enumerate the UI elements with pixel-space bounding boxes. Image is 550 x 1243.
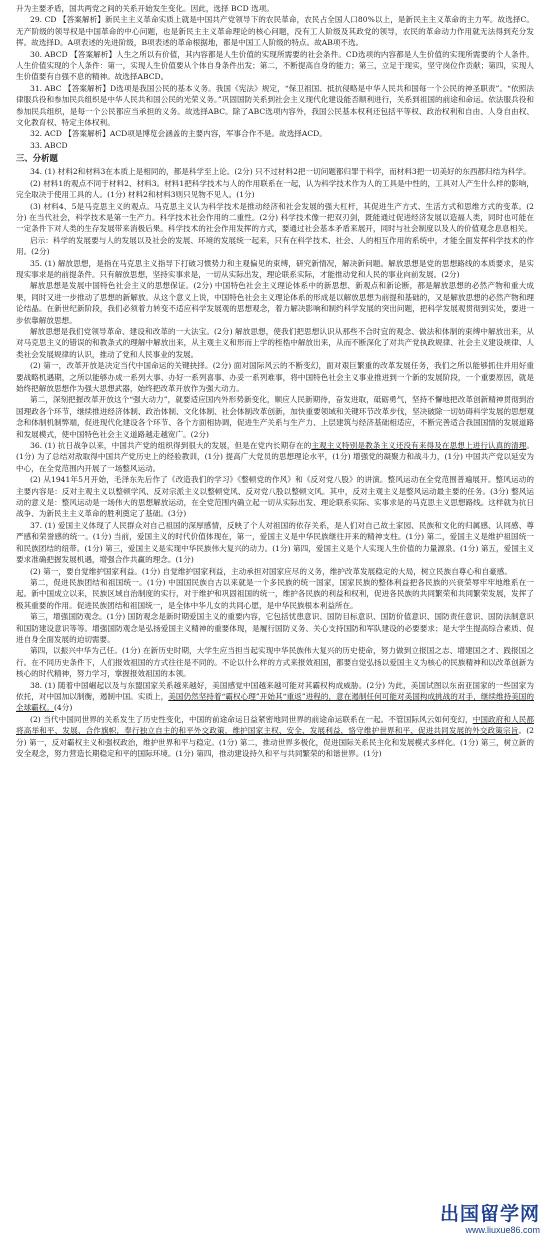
paragraph [16, 714, 534, 760]
paragraph: 30. ABCD 【答案解析】人生之所以有价值，其内容都是人生价值的实现所需要的社会条件。CD选项的内容都是人生价值的实现所需要的个人条件。人生价值实现的个人条件：第一，实现人生价值要从个体自身条件出发；第二，不断提高自身的能力；第三，立足于现实，坚守岗位作贡献；第四，实现人生价值要有自强不息的精神。故选择ABCD。 [16, 49, 534, 82]
paragraph: 35. (1) 解放思想，是指在马克思主义指导下打破习惯势力和主观偏见的束缚，研究新情况，解决新问题。解放思想是党的思想路线的本质要求，是实现实事求是的前提条件。只有解放思想，坚持实事求是，一切从实际出发，理论联系实际，才能推动党和人民的事业向前发展。(2分) [16, 258, 534, 279]
question-35 [16, 258, 534, 441]
paragraph: 启示：科学的发展要与人的发展以及社会的发展、环境的发展统一起来，只有在科学技术、社会、人的相互作用的系统中，才能全面发挥科学技术的作用。(2分) [16, 235, 534, 257]
underlined-key-point: 中国政府和人民都将高举和平、发展、合作旗帜，奉行独立自主的和平外交政策，维护国家主权、安全、发展利益，恪守维护世界和平、促进共同发展的外交政策宗旨 [16, 714, 534, 736]
watermark-url: www.liuxue86.com [465, 1225, 540, 1235]
site-watermark [436, 1202, 544, 1237]
underlined-key-point: 主观主义特别是教条主义还没有来得及在思想上进行认真的清理 [311, 441, 527, 451]
paragraph: 解放思想是发展中国特色社会主义的思想保证。(2分) 中国特色社会主义理论体系中的新思想、新观点和新论断，都是解放思想的必然产物和重大成果，同时又进一步推动了思想的新解放。从这个意义上说，中国特色社会主义理论体系的形成是以解放思想为前提和基础的，又是解放思想的必然产物和理论结晶。在新世纪新阶段，我们必须着力转变不适应科学发展观的思想观念，着力解决影响和制约科学发展的突出问题，把科学发展观贯彻到实处，要进一步依靠解放思想。 [16, 281, 534, 325]
paragraph: 34. (1) 材料2和材料3在本质上是相同的，都是科学至上论。(2分) 只不过材料2把一切问题都归罪于科学，而材料3把一切美好的东西都归结为科学。 [30, 167, 531, 177]
question-36 [16, 440, 534, 520]
paragraph: 29. CD 【答案解析】新民主主义革命实质上就是中国共产党领导下的农民革命，农民占全国人口80%以上，是新民主主义革命的主力军。故选择C。无产阶级的领导权是中国革命的中心问题，也是新民主主义革命理论的核心问题，没有工人阶级及其政党的领导，农民的革命动力作用就无法得到充分发挥。故选择D。A项表述的先进阶级，B项表述的革命根据地，都是中国工人阶级的特点。故AB项不选。 [16, 15, 534, 48]
paragraph: 第四，以振兴中华为己任。(1分) 在新历史时期，大学生应当担当起实现中华民族伟大复兴的历史使命，努力做到立报国之志、增建国之才、践报国之行。在不同历史条件下，人们报效祖国的方式往往是不同的。不论以什么样的方式来报效祖国，都要自觉弘扬以爱国主义为核心的民族精神和以改革创新为核心的时代精神，努力学习，掌握报效祖国的本领。 [16, 646, 534, 679]
text-segment: 38. (1) 随着中国崛起以及与东盟国家关系越来越好，美国感觉中国越来越可能对其霸权构成威胁。(2分) 为此，美国试图以东南亚国家的一些国家为依托，对中国加以制衡，遏制中国。实质上， [16, 680, 534, 701]
text-segment: (2) 当代中国同世界的关系发生了历史性变化，中国的前途命运日益紧密地同世界的前途命运联系在一起。不管国际风云如何变幻， [30, 714, 473, 724]
paragraph: (3) 材料4、5是马克思主义的观点。马克思主义认为科学技术是推动经济和社会发展的强大杠杆，其促进生产方式、生活方式和思维方式的变革。(2分) 在当代社会，科学技术是第一生产力。科学技术社会作用的二重性。(2分) 科学技术像一把双刃剑，既能通过促进经济发展以造福人类，同时也可能在一定条件下对人类的生存发展带来消极后果。科学技术的社会作用发挥的方式，要通过社会基本矛盾来展开，同时与社会制度以及人的价值观念息息相关。 [16, 201, 534, 234]
question-38 [16, 680, 534, 760]
paragraph: 37. (1) 爱国主义体现了人民群众对自己祖国的深厚感情，反映了个人对祖国的依存关系，是人们对自己故土家园、民族和文化的归属感、认同感、尊严感和荣誉感的统一。(1分) 当前，爱国主义的时代价值体现在，第一，爱国主义是中华民族继往开来的精神支柱。(1分) 第二，爱国主义是维护祖国统一和民族团结的纽带。(1分) 第三，爱国主义是实现中华民族伟大复兴的动力。(1分) 第四，爱国主义是个人实现人生价值的力量源泉。(1分) 第五，爱国主义要求准确把握发展机遇，增强合作共赢的理念。(1分) [16, 520, 534, 565]
paragraph: 解放思想是我们党领导革命、建设和改革的一大法宝。(2分) 解放思想，使我们把思想认识从那些不合时宜的观念、做法和体制的束缚中解放出来，从对马克思主义的错误的和教条式的理解中解放出来，从主观主义和形而上学的桎梏中解放出来，从而不断深化了对共产党执政规律、社会主义建设规律、人类社会发展规律的认识，推动了党和人民事业的发展。 [16, 326, 534, 359]
paragraph: 第二，深刻把握改革开放这个“强大动力”，就要适应国内外形势新变化，顺应人民新期待，奋发进取，砥砺勇气，坚持不懈地把改革创新精神贯彻到治国理政各个环节，继续推进经济体制、政治体制、文化体制、社会体制改革创新，加快重要领域和关键环节改革步伐，坚决破除一切妨碍科学发展的思想观念和体制机制弊端，促进现代化建设各个环节、各个方面相协调，促进生产关系与生产力、上层建筑与经济基础相适应，不断完善适合我国国情的发展道路和发展模式，使中国特色社会主义道路越走越宽广。(2分) [16, 395, 534, 439]
paragraph: (2) 第一，要自觉维护国家利益。(1分) 自觉维护国家利益，主动承担对国家应尽的义务，维护改革发展稳定的大局，树立民族自尊心和自豪感。 [30, 566, 512, 576]
mcq-answers [16, 3, 534, 151]
text-segment: (4分) [53, 703, 73, 713]
paragraph [16, 680, 534, 714]
paragraph: 升为主要矛盾，国共两党之间的关系开始发生变化。因此，选择 BCD 选项。 [16, 4, 274, 13]
paragraph [16, 474, 534, 520]
text-segment: (2) 从1941年5月开始，毛泽东先后作了《改造我们的学习》《整顿党的作风》和《反对党八股》的讲演。整风运动在全党范围普遍展开。整风运动的主要内容是：反对主观主义以整顿学风、反对宗派主义以整顿党风、反对党八股以整顿文风。其中，反对主观主义是整风运动最主要的任务。(3分) 整风运动的意义是：整风运动是一场伟大的思想解放运动，在全党范围内确立起一切从实际出发、理论联系实际、实事求是的马克思主义思想路线。这样就为抗日战争、为新民主主义革命的胜利奠定了基础。(3分) [16, 475, 534, 519]
question-37 [16, 520, 534, 680]
section-heading: 三、分析题 [16, 153, 58, 164]
underlined-key-point: 美国仍然坚持着“霸权心理”开始其“重返”进程的，意在遏制任何可能对美国构成挑战的对手，继续维持美国的全球霸权。 [16, 691, 534, 713]
text-segment: 36. (1) 抗日战争以来，中国共产党的组织得到很大的发展，但是在党内长期存在的 [30, 441, 312, 451]
text-segment: 。(2分) 第一，反对霸权主义和强权政治，维护世界和平与稳定。(1分) 第二，推动世界多极化，促进国际关系民主化和发展模式多样化。(1分) 第三，树立新的安全观念，努力营造长期稳定和平的国际环境。(1分) 第四，推动建设持久和平与共同繁荣的和谐世界。(1分) [16, 726, 534, 758]
paragraph: 33. ABCD [30, 140, 68, 150]
text-segment: 。(1分) 为了总结对敌取得中国共产党历史上的经验教训，(1分) 提高广大党员的思想理论水平，(1分) 增强党的凝聚力和战斗力，(1分) 中国共产党以延安为中心，在全党范围内开展了一场整风运动。 [16, 441, 534, 473]
paragraph: 32. ACD 【答案解析】ACD项是博览会涵盖的主要内容，军事合作不是。故选择ACD。 [30, 129, 327, 139]
paragraph: (2) 第一，改革开放是决定当代中国命运的关键抉择。(2分) 面对国际风云的不断变幻，面对艰巨繁重的改革发展任务，我们之所以能够抓住并用好重要战略机遇期，之所以能够办成一系列大事、办好一系列喜事、办妥一系列难事，将中国特色社会主义事业推进到一个新的发展阶段，一个重要原因，就是始终把解放思想作为强大思想武器，始终把改革开放作为强大动力。 [16, 361, 534, 393]
paragraph [16, 440, 534, 474]
question-34 [16, 166, 534, 257]
paragraph: 31. ABC 【答案解析】D选项是我国公民的基本义务。我国《宪法》规定，“保卫祖国、抵抗侵略是中华人民共和国每一个公民的神圣职责”。“依照法律服兵役和参加民兵组织是中华人民共和国公民的光荣义务。”巩固国防关系到社会主义现代化建设能否顺利进行，关系到祖国的前途和命运。依法服兵役和参加民兵组织，是每一个公民都应当承担的义务。故选择ABC。除了ABC选项内容外，我国公民基本权利还包括平等权、政治权利和自由、人身自由权、文化教育权、特定主体权利。 [16, 83, 534, 128]
watermark-title: 出国留学网 [439, 1203, 540, 1225]
paragraph: 第二，促进民族团结和祖国统一。(1分) 中国国民族自古以来就是一个多民族的统一国家，国家民族的整体利益把各民族的兴衰荣辱牢牢地维系在一起。新中国成立以来，民族区域自治制度的实行，对于维护和巩固祖国的统一，维护各民族的利益和权利，促进各民族的共同繁荣和共同繁荣发展，发挥了极其重要的作用。促进民族团结和祖国统一，是全体中华儿女的共同心愿，是中华民族根本利益所在。 [16, 577, 534, 610]
paragraph: (2) 材料1的观点不同于材料2、材料3。材料1把科学技术与人的作用联系在一起，认为科学技术作为人的工具是中性的，工具对人产生什么样的影响，完全取决于使用工具的人。(1分) 材料2和材料3则只见物不见人。(1分) [16, 178, 534, 200]
paragraph: 第三，增强国防观念。(1分) 国防观念是新时期爱国主义的重要内容，它包括忧患意识、国防目标意识、国防价值意识、国防责任意识、国防法制意识和国防建设意识等等。增强国防观念是弘扬爱国主义精神的重要体现，是履行国防义务、关心支持国防和军队建设的必要要求；是大学生提高综合素质、促进自身全面发展的迫切需要。 [16, 612, 534, 644]
